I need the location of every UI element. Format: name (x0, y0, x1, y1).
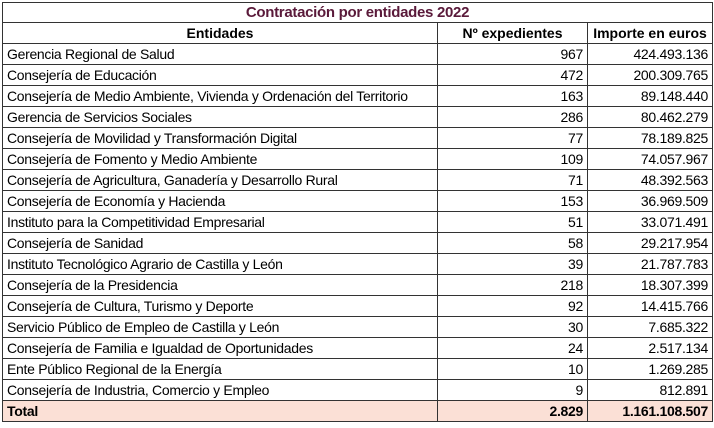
cell-amount: 18.307.399 (588, 275, 713, 296)
cell-entity: Instituto para la Competitividad Empresarial (3, 212, 438, 233)
cell-count: 71 (438, 170, 588, 191)
cell-count: 51 (438, 212, 588, 233)
cell-entity: Consejería de Sanidad (3, 233, 438, 254)
table-row (3, 191, 713, 212)
total-count: 2.829 (438, 401, 588, 422)
cell-amount: 200.309.765 (588, 65, 713, 86)
cell-entity: Consejería de Movilidad y Transformación Digital (3, 128, 438, 149)
table-row (3, 107, 713, 128)
cell-amount: 7.685.322 (588, 317, 713, 338)
total-label: Total (3, 401, 438, 422)
cell-count: 472 (438, 65, 588, 86)
cell-entity: Ente Público Regional de la Energía (3, 359, 438, 380)
cell-count: 218 (438, 275, 588, 296)
table-row (3, 128, 713, 149)
table-row (3, 275, 713, 296)
table-row (3, 86, 713, 107)
cell-count: 163 (438, 86, 588, 107)
cell-count: 24 (438, 338, 588, 359)
cell-amount: 1.269.285 (588, 359, 713, 380)
table-row (3, 65, 713, 86)
total-amount: 1.161.108.507 (588, 401, 713, 422)
cell-amount: 424.493.136 (588, 44, 713, 65)
cell-count: 153 (438, 191, 588, 212)
header-expedientes: Nº expedientes (438, 23, 588, 44)
header-importe: Importe en euros (588, 23, 713, 44)
cell-count: 967 (438, 44, 588, 65)
table-row (3, 212, 713, 233)
cell-amount: 36.969.509 (588, 191, 713, 212)
cell-count: 39 (438, 254, 588, 275)
cell-count: 109 (438, 149, 588, 170)
cell-count: 286 (438, 107, 588, 128)
cell-amount: 80.462.279 (588, 107, 713, 128)
cell-amount: 78.189.825 (588, 128, 713, 149)
cell-entity: Consejería de Medio Ambiente, Vivienda y Ordenación del Territorio (3, 86, 438, 107)
cell-entity: Consejería de Industria, Comercio y Empleo (3, 380, 438, 401)
cell-count: 77 (438, 128, 588, 149)
table-title: Contratación por entidades 2022 (3, 3, 713, 23)
table-row (3, 170, 713, 191)
cell-entity: Consejería de Agricultura, Ganadería y Desarrollo Rural (3, 170, 438, 191)
cell-amount: 74.057.967 (588, 149, 713, 170)
cell-entity: Gerencia de Servicios Sociales (3, 107, 438, 128)
cell-amount: 14.415.766 (588, 296, 713, 317)
header-entidades: Entidades (3, 23, 438, 44)
cell-count: 30 (438, 317, 588, 338)
cell-count: 58 (438, 233, 588, 254)
table-row (3, 359, 713, 380)
cell-amount: 2.517.134 (588, 338, 713, 359)
cell-entity: Consejería de Fomento y Medio Ambiente (3, 149, 438, 170)
cell-amount: 29.217.954 (588, 233, 713, 254)
cell-amount: 21.787.783 (588, 254, 713, 275)
cell-amount: 89.148.440 (588, 86, 713, 107)
cell-count: 9 (438, 380, 588, 401)
cell-entity: Consejería de Economía y Hacienda (3, 191, 438, 212)
table-row (3, 254, 713, 275)
table-row (3, 296, 713, 317)
cell-amount: 48.392.563 (588, 170, 713, 191)
cell-entity: Instituto Tecnológico Agrario de Castilla y León (3, 254, 438, 275)
table-row (3, 149, 713, 170)
table-row (3, 44, 713, 65)
table-row (3, 233, 713, 254)
cell-entity: Consejería de Educación (3, 65, 438, 86)
cell-count: 92 (438, 296, 588, 317)
cell-entity: Consejería de Cultura, Turismo y Deporte (3, 296, 438, 317)
cell-entity: Consejería de Familia e Igualdad de Oportunidades (3, 338, 438, 359)
table-row (3, 338, 713, 359)
table-row (3, 380, 713, 401)
table-row (3, 317, 713, 338)
cell-entity: Gerencia Regional de Salud (3, 44, 438, 65)
cell-count: 10 (438, 359, 588, 380)
contracts-table (2, 2, 713, 422)
cell-amount: 33.071.491 (588, 212, 713, 233)
cell-amount: 812.891 (588, 380, 713, 401)
total-row (3, 401, 713, 422)
cell-entity: Consejería de la Presidencia (3, 275, 438, 296)
cell-entity: Servicio Público de Empleo de Castilla y León (3, 317, 438, 338)
